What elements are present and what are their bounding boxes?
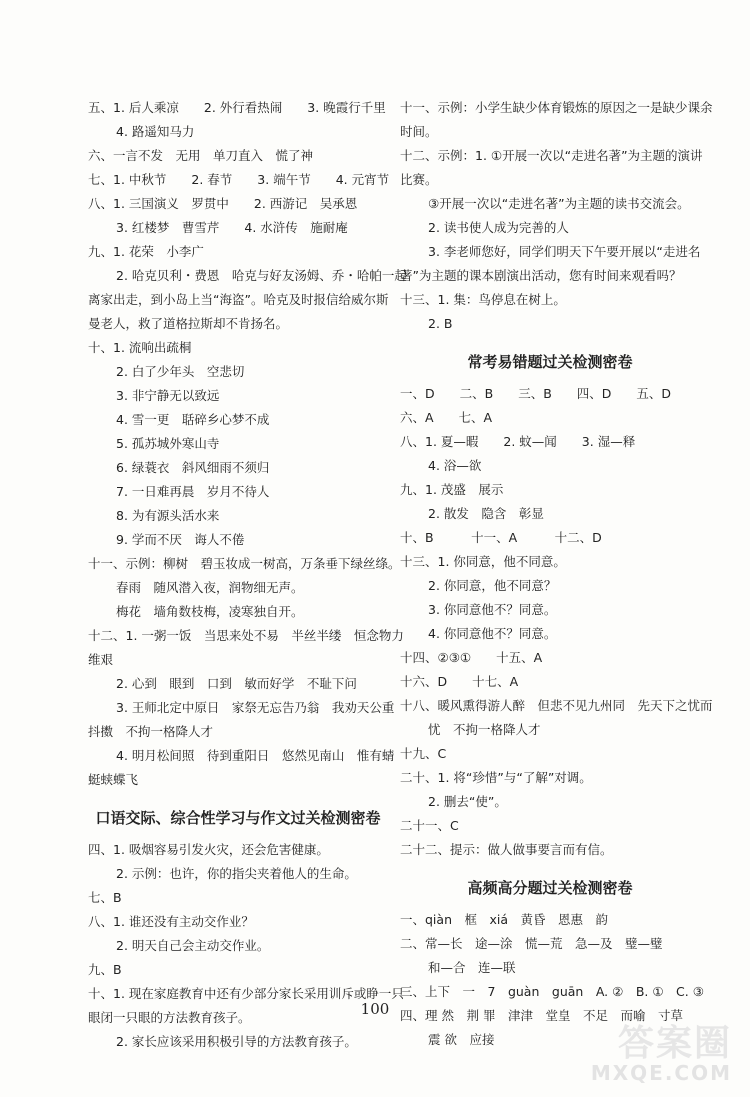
answer-line: 3. 王师北定中原日 家祭无忘告乃翁 我劝天公重 — [116, 700, 395, 715]
answer-line: 六、一言不发 无用 单刀直入 慌了神 — [88, 148, 314, 163]
answer-line: 八、1. 谁还没有主动交作业？ — [88, 914, 254, 929]
answer-line: 2. 散发 隐含 彰显 — [428, 506, 544, 521]
answer-line: 十九、C — [400, 746, 447, 761]
answer-line: 5. 孤苏城外寒山寺 — [116, 436, 220, 451]
answer-line: 3. 李老师您好，同学们明天下午要开展以“走进名 — [428, 244, 701, 259]
left-column — [88, 96, 407, 1054]
answer-line: 十一、示例：小学生缺少体育锻炼的原因之一是缺少课余 — [400, 100, 713, 115]
section-title-common-errors: 常考易错题过关检测密卷 — [467, 353, 633, 371]
page-number: 100 — [360, 1000, 390, 1018]
section-title-high-frequency: 高频高分题过关检测密卷 — [467, 879, 633, 897]
answer-line: 九、1. 花荣 小李广 — [88, 244, 204, 259]
answer-line: 十、1. 现在家庭教育中还有少部分家长采用训斥或睁一只 — [88, 986, 404, 1001]
answer-line: 八、1. 夏—暇 2. 蚊—闻 3. 湿—释 — [400, 434, 636, 449]
right-answer-block-2 — [400, 382, 713, 862]
answer-line: 眼闭一只眼的方法教育孩子。 — [88, 1010, 251, 1025]
answer-line: 2. 删去“使”。 — [428, 794, 507, 809]
answer-line: 九、B — [88, 962, 122, 977]
left-answer-block-2 — [88, 838, 404, 1054]
answer-line: 蜓蛱蝶飞 — [88, 772, 139, 787]
answer-line: 十二、示例：1. ①开展一次以“走进名著”为主题的演讲 — [400, 148, 703, 163]
answer-line: 3. 非宁静无以致远 — [116, 388, 220, 403]
answer-line: 离家出走，到小岛上当“海盗”。哈克及时报信给威尔斯 — [88, 292, 389, 307]
answer-line: 十一、示例：柳树 碧玉妆成一树高，万条垂下绿丝绦。 — [88, 556, 401, 571]
answer-line: 比赛。 — [400, 172, 438, 187]
answer-line: 3. 红楼梦 曹雪芹 4. 水浒传 施耐庵 — [116, 220, 348, 235]
answer-line: 抖擞 不拘一格降人才 — [88, 724, 214, 739]
answer-line: 十三、1. 你同意，他不同意。 — [400, 554, 566, 569]
answer-line: 2. 读书使人成为完善的人 — [428, 220, 569, 235]
answer-line: 4. 路遥知马力 — [116, 124, 195, 139]
answer-line: 著”为主题的课本剧演出活动，您有时间来观看吗？ — [400, 268, 682, 283]
answer-line: 二、常—长 途—涂 慌—荒 急—及 璧—璧 — [400, 936, 663, 951]
answer-line: 2. 明天自己会主动交作业。 — [116, 938, 270, 953]
watermark-logo — [592, 1011, 742, 1091]
answer-line: 十四、②③① 十五、A — [400, 650, 543, 665]
answer-line: 9. 学而不厌 诲人不倦 — [116, 532, 245, 547]
answer-line: 震 欲 应接 — [428, 1032, 495, 1047]
answer-line: 4. 你同意他不？同意。 — [428, 626, 557, 641]
watermark-url: MXQE.COM — [590, 1061, 732, 1085]
answer-line: 一、qiàn 框 xiá 黄昏 恩惠 韵 — [400, 912, 609, 927]
answer-line: 4. 明月松间照 待到重阳日 悠然见南山 惟有蜻 — [116, 748, 395, 763]
answer-line: 忧 不拘一格降人才 — [428, 722, 541, 737]
answer-line: 2. 白了少年头 空悲切 — [116, 364, 245, 379]
answer-line: 十、1. 流响出疏桐 — [88, 340, 192, 355]
answer-line: 十三、1. 集：鸟停息在树上。 — [400, 292, 566, 307]
answer-line: 四、理 然 荆 罪 津津 堂皇 不足 而喻 寸草 — [400, 1008, 683, 1023]
answer-line: 二十、1. 将“珍惜”与“了解”对调。 — [400, 770, 592, 785]
answer-line: 春雨 随风潜入夜，润物细无声。 — [116, 580, 304, 595]
watermark-text: 答案圈 — [617, 1023, 732, 1064]
answer-line: 6. 绿蓑衣 斜风细雨不须归 — [116, 460, 270, 475]
answer-line: 十二、1. 一粥一饭 当思来处不易 半丝半缕 恒念物力 — [88, 628, 404, 643]
answer-line: 和—合 连—联 — [428, 960, 516, 975]
answer-line: 4. 雪一更 聒碎乡心梦不成 — [116, 412, 270, 427]
answer-line: 维艰 — [88, 652, 114, 667]
right-answer-block — [400, 96, 713, 336]
answer-line: 二十一、C — [400, 818, 459, 833]
answer-line: 3. 你同意他不？同意。 — [428, 602, 557, 617]
answer-line: 梅花 墙角数枝梅，凌寒独自开。 — [116, 604, 304, 619]
answer-line: 一、D 二、B 三、B 四、D 五、D — [400, 386, 672, 401]
section-title-oral: 口语交际、综合性学习与作文过关检测密卷 — [95, 809, 381, 827]
answer-line: 曼老人，救了道格拉斯却不肯扬名。 — [88, 316, 289, 331]
left-answer-block — [88, 96, 407, 792]
answer-line: 七、B — [88, 890, 122, 905]
answer-line: 2. 心到 眼到 口到 敏而好学 不耻下问 — [116, 676, 357, 691]
answer-line: 7. 一日难再晨 岁月不待人 — [116, 484, 270, 499]
answer-line: 8. 为有源头活水来 — [116, 508, 220, 523]
answer-line: 时间。 — [400, 124, 438, 139]
answer-line: ③开展一次以“走进名著”为主题的读书交流会。 — [428, 196, 690, 211]
answer-line: 十、B 十一、A 十二、D — [400, 530, 602, 545]
answer-line: 九、1. 茂盛 展示 — [400, 482, 504, 497]
answer-line: 十六、D 十七、A — [400, 674, 519, 689]
answer-line: 四、1. 吸烟容易引发火灾，还会危害健康。 — [88, 842, 329, 857]
answer-line: 2. B — [428, 316, 453, 331]
answer-line: 十八、暖风熏得游人醉 但悲不见九州同 先天下之忧而 — [400, 698, 713, 713]
answer-line: 七、1. 中秋节 2. 春节 3. 端午节 4. 元宵节 — [88, 172, 390, 187]
answer-line: 八、1. 三国演义 罗贯中 2. 西游记 吴承恩 — [88, 196, 358, 211]
answer-line: 2. 示例：也许，你的指尖夹着他人的生命。 — [116, 866, 357, 881]
answer-line: 二十二、提示：做人做事要言而有信。 — [400, 842, 613, 857]
answer-line: 2. 家长应该采用积极引导的方法教育孩子。 — [116, 1034, 357, 1049]
answer-line: 4. 浴—欲 — [428, 458, 482, 473]
answer-line: 六、A 七、A — [400, 410, 493, 425]
answer-line: 五、1. 后人乘凉 2. 外行看热闹 3. 晚霞行千里 — [88, 100, 386, 115]
answer-line: 2. 哈克贝利・费恩 哈克与好友汤姆、乔・哈帕一起 — [116, 268, 407, 283]
answer-line: 三、上下 一 7 guàn guān A. ② B. ① C. ③ — [400, 984, 704, 999]
right-column — [400, 96, 713, 1052]
answer-line: 2. 你同意，他不同意？ — [428, 578, 557, 593]
